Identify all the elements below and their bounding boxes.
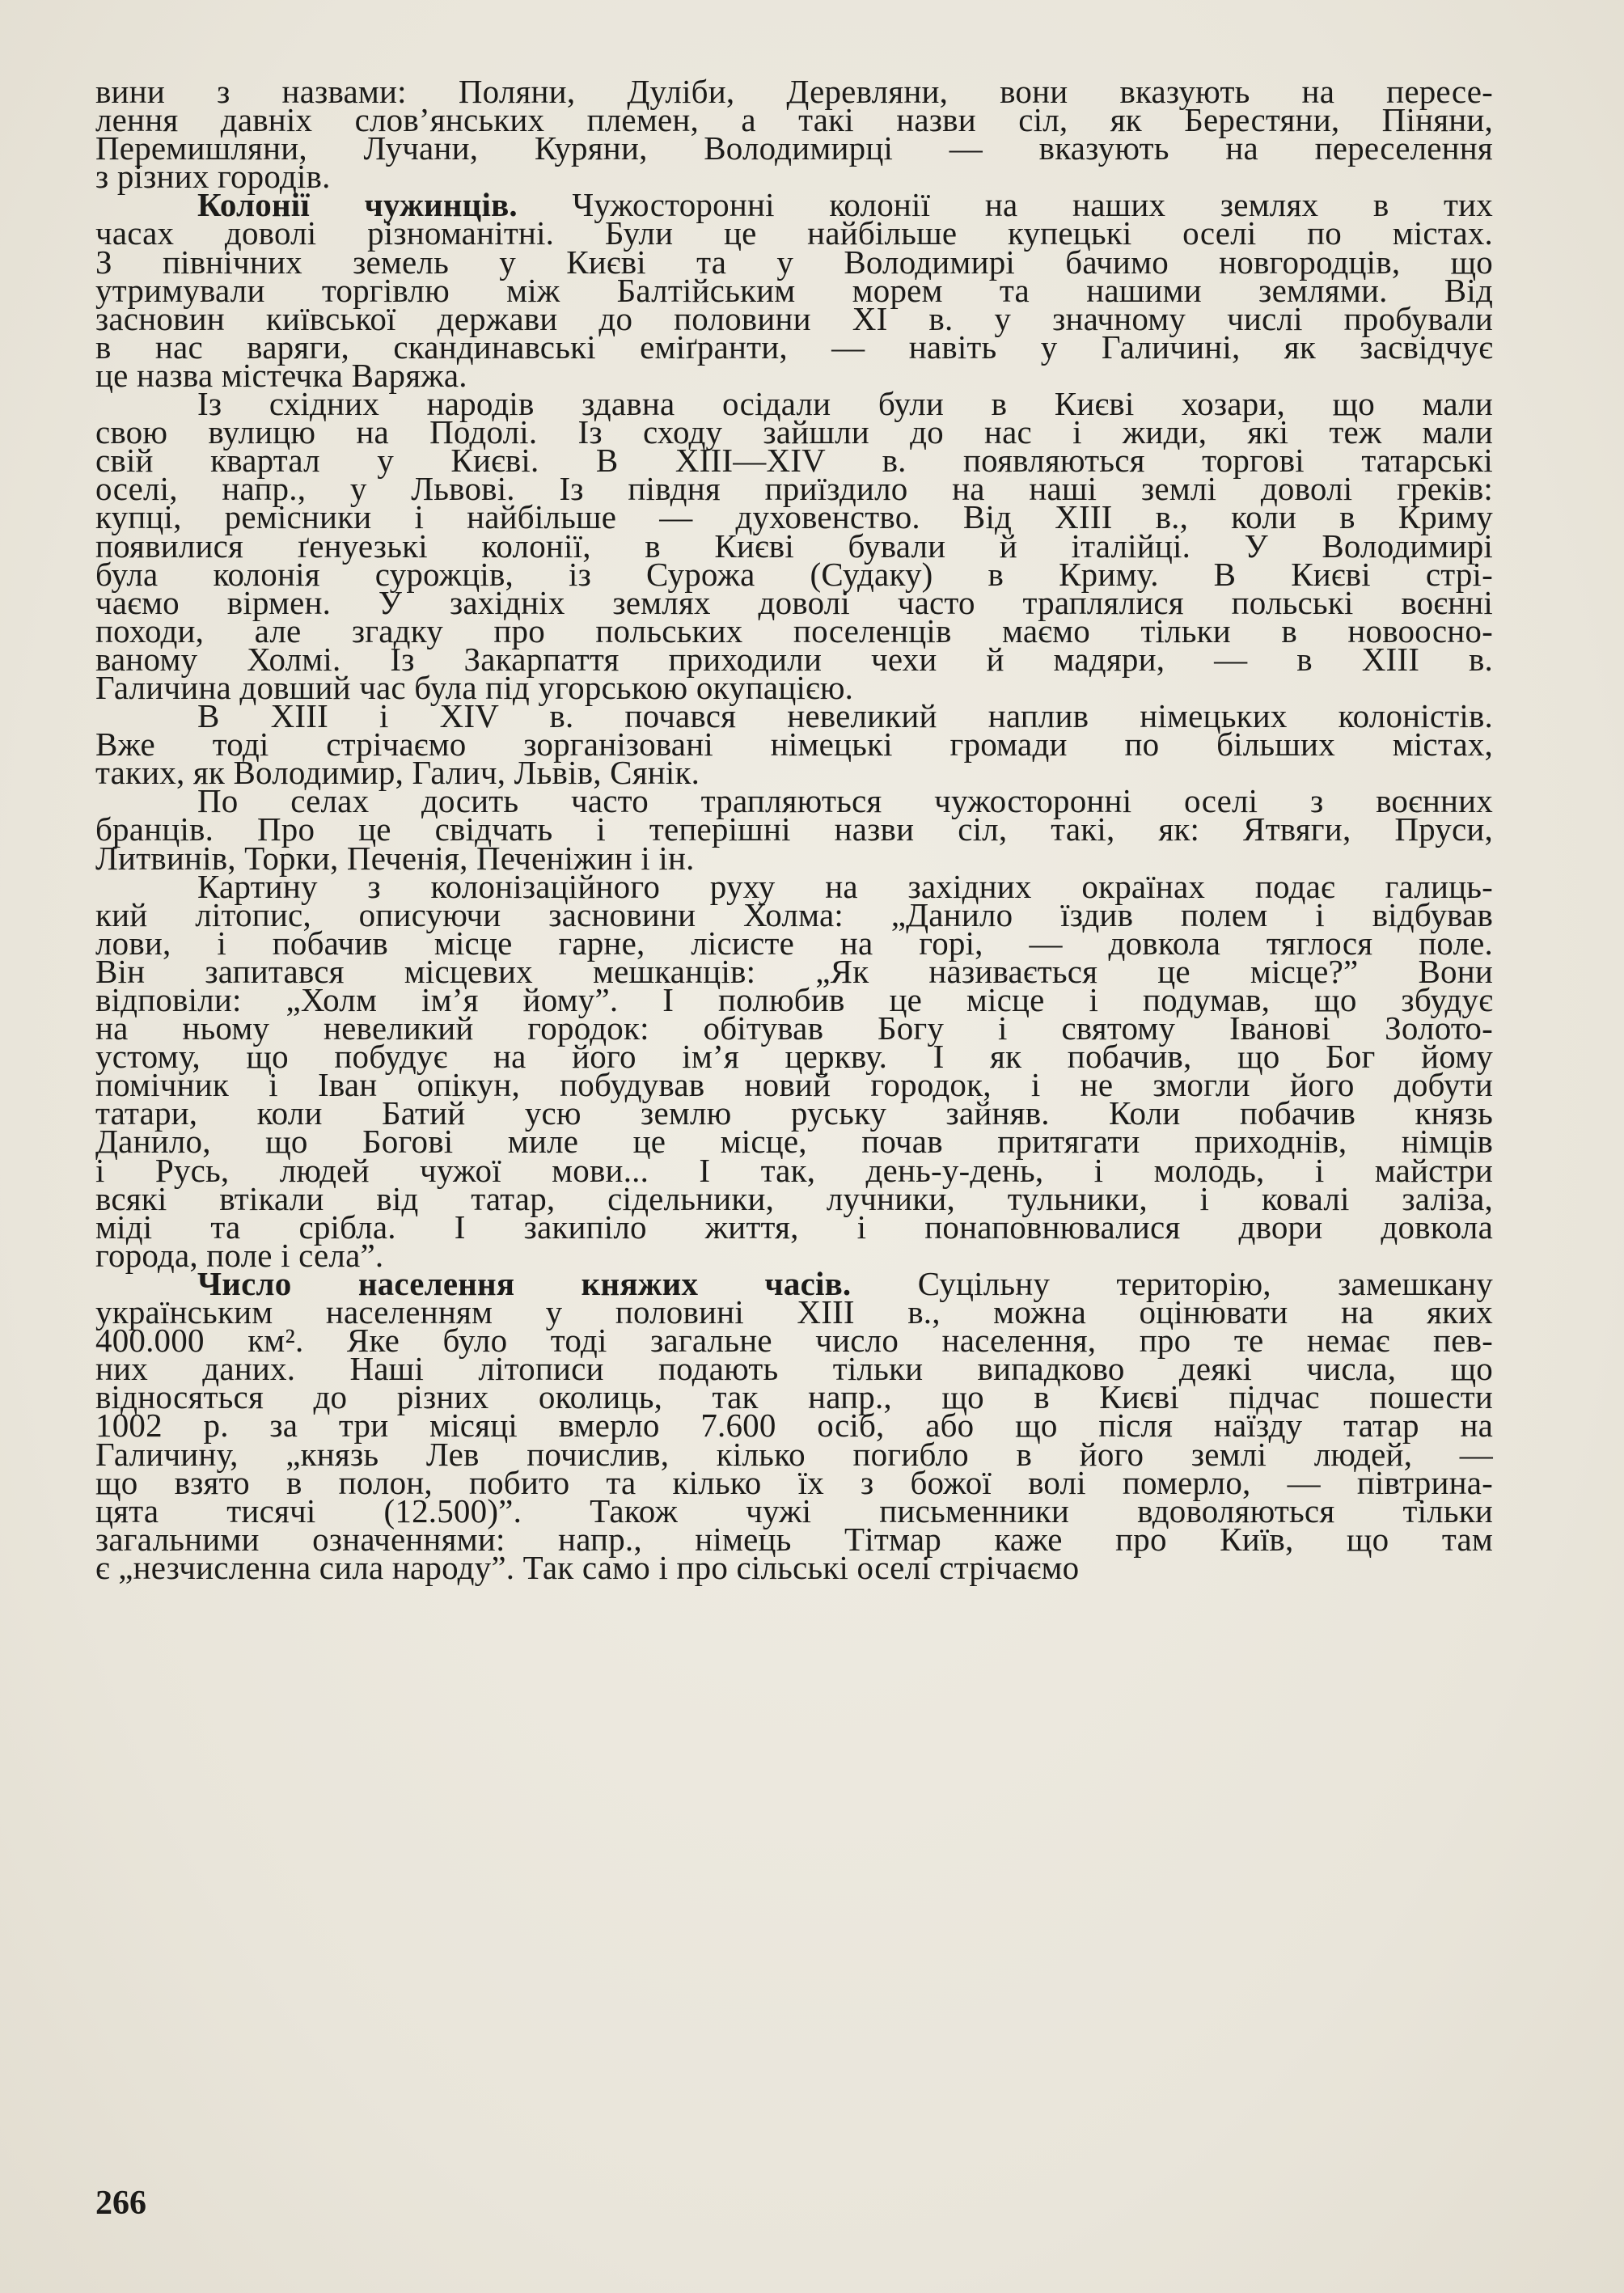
text-line: відносяться до різних околиць, так напр., що в Києві підчас пошести <box>95 1378 1493 1416</box>
line-text: Суцільну територію, замешкану <box>851 1264 1493 1302</box>
text-line: свою вулицю на Подолі. Із сходу зайшли до нас і жиди, які теж мали <box>95 413 1493 451</box>
text-line: українським населенням у половині XIII в., можна оцінювати на яких <box>95 1293 1493 1331</box>
text-line: таких, як Володимир, Галич, Львів, Сянік. <box>95 754 700 792</box>
line-text: Чужосторонні колонії на наших землях в тих <box>517 186 1494 224</box>
text-line: помічник і Іван опікун, побудував новий городок, і не змогли його добути <box>95 1066 1493 1104</box>
text-line: цята тисячі (12.500)”. Також чужі письменники вдоволяються тільки <box>95 1491 1493 1529</box>
text-line: города, поле і села”. <box>95 1236 384 1274</box>
text-line: В XIII і XIV в. почався невеликий наплив німецьких колоністів. <box>197 697 1493 735</box>
text-line: Із східних народів здавна осідали були в Києві хозари, що мали <box>197 385 1493 423</box>
text-line: свій квартал у Києві. В XIII—XIV в. появляються торгові татарські <box>95 442 1493 480</box>
text-line: оселі, напр., у Львові. Із півдня приїздило на наші землі доволі греків: <box>95 470 1493 508</box>
text-line: в нас варяги, скандинавські еміґранти, — навіть у Галичині, як засвідчує <box>95 328 1493 366</box>
text-line: загальними означеннями: напр., німець Тітмар каже про Київ, що там <box>95 1520 1493 1558</box>
text-line: відповіли: „Холм ім’я йому”. І полюбив це місце і подумав, що збудує <box>95 981 1493 1018</box>
text-line: чаємо вірмен. У західніх землях доволі часто траплялися польські воєнні <box>95 583 1493 621</box>
text-line: лови, і побачив місце гарне, лісисте на горі, — довкола тяглося поле. <box>95 924 1493 962</box>
text-line: утримували торгівлю між Балтійським морем та нашими землями. Від <box>95 271 1493 309</box>
text-line: Данило, що Богові миле це місце, почав притягати приходнів, німців <box>95 1123 1493 1161</box>
text-line: Литвинів, Торки, Печенія, Печеніжин і ін. <box>95 839 695 877</box>
text-line: всякі втікали від татар, сідельники, лучники, тульники, і ковалі заліза, <box>95 1179 1493 1217</box>
text-line: 400.000 км². Яке було тоді загальне число населення, про те немає пев- <box>95 1322 1493 1360</box>
text-line: була колонія сурожців, із Сурожа (Судаку) в Криму. В Києві стрі- <box>95 555 1493 593</box>
text-line: Галичина довший час була під угорською окупацією. <box>95 668 854 706</box>
text-line: засновин київської держави до половини XI в. у значному числі пробували <box>95 299 1493 337</box>
text-line: ваному Холмі. Із Закарпаття приходили чехи й мадяри, — в XIII в. <box>95 640 1493 678</box>
text-line: лення давніх слов’янських племен, а такі назви сіл, як Берестяни, Піняни, <box>95 101 1493 139</box>
text-line: Перемишляни, Лучани, Куряни, Володимирці — вказують на переселення <box>95 129 1493 167</box>
text-line: це назва містечка Варяжа. <box>95 356 467 394</box>
text-line: появилися ґенуезькі колонії, в Києві бували й італійці. У Володимирі <box>95 527 1493 565</box>
text-line: них даних. Наші літописи подають тільки випадково деякі числа, що <box>95 1350 1493 1388</box>
text-line: походи, але згадку про польських поселенців маємо тільки в новоосно- <box>95 611 1493 649</box>
text-line: кий літопис, описуючи засновини Холма: „Данило їздив полем і відбував <box>95 895 1493 933</box>
section-heading: Число населення княжих часів. <box>197 1264 852 1302</box>
text-line: Картину з колонізаційного руху на західних окраїнах подає галиць- <box>197 867 1493 905</box>
text-line: Галичину, „князь Лев почислив, кілько погибло в його землі людей, — <box>95 1435 1493 1473</box>
text-line: часах доволі різноманітні. Були це найбільше купецькі оселі по містах. <box>95 214 1493 252</box>
text-line: бранців. Про це свідчать і теперішні назви сіл, такі, як: Ятвяги, Пруси, <box>95 810 1493 848</box>
text-line: По селах досить часто трапляються чужосторонні оселі з воєнних <box>197 782 1493 820</box>
text-line: і Русь, людей чужої мови... І так, день-у-день, і молодь, і майстри <box>95 1151 1493 1189</box>
text-line: з різних городів. <box>95 158 331 196</box>
text-line: 1002 р. за три місяці вмерло 7.600 осіб, або що після наїзду татар на <box>95 1407 1493 1445</box>
text-line: Вже тоді стрічаємо зорганізовані німецькі громади по більших містах, <box>95 726 1493 764</box>
text-line: вини з назвами: Поляни, Дуліби, Деревляни, вони вказують на пересе- <box>95 73 1493 110</box>
body-text <box>95 73 1494 1586</box>
page-number: 266 <box>95 2185 146 2222</box>
text-line: міді та срібла. І закипіло життя, і понаповнювалися двори довкола <box>95 1208 1493 1246</box>
text-line: є „незчисленна сила народу”. Так само і про сільські оселі стрічаємо <box>95 1548 1080 1586</box>
section-heading: Колонії чужинців. <box>197 186 518 224</box>
text-line: купці, ремісники і найбільше — духовенство. Від XIII в., коли в Криму <box>95 498 1493 536</box>
text-line: устому, що побудує на його ім’я церкву. І як побачив, що Бог йому <box>95 1038 1493 1076</box>
text-line: татари, коли Батий усю землю руську зайняв. Коли побачив князь <box>95 1094 1493 1132</box>
text-line: що взято в полон, побито та кілько їх з божої волі померло, — півтрина- <box>95 1463 1493 1501</box>
text-line: Він запитався місцевих мешканців: „Як називається це місце?” Вони <box>95 952 1493 990</box>
text-line: на ньому невеликий городок: обітував Богу і святому Іванові Золото- <box>95 1009 1493 1047</box>
text-line: З північних земель у Києві та у Володимирі бачимо новгородців, що <box>95 243 1493 281</box>
